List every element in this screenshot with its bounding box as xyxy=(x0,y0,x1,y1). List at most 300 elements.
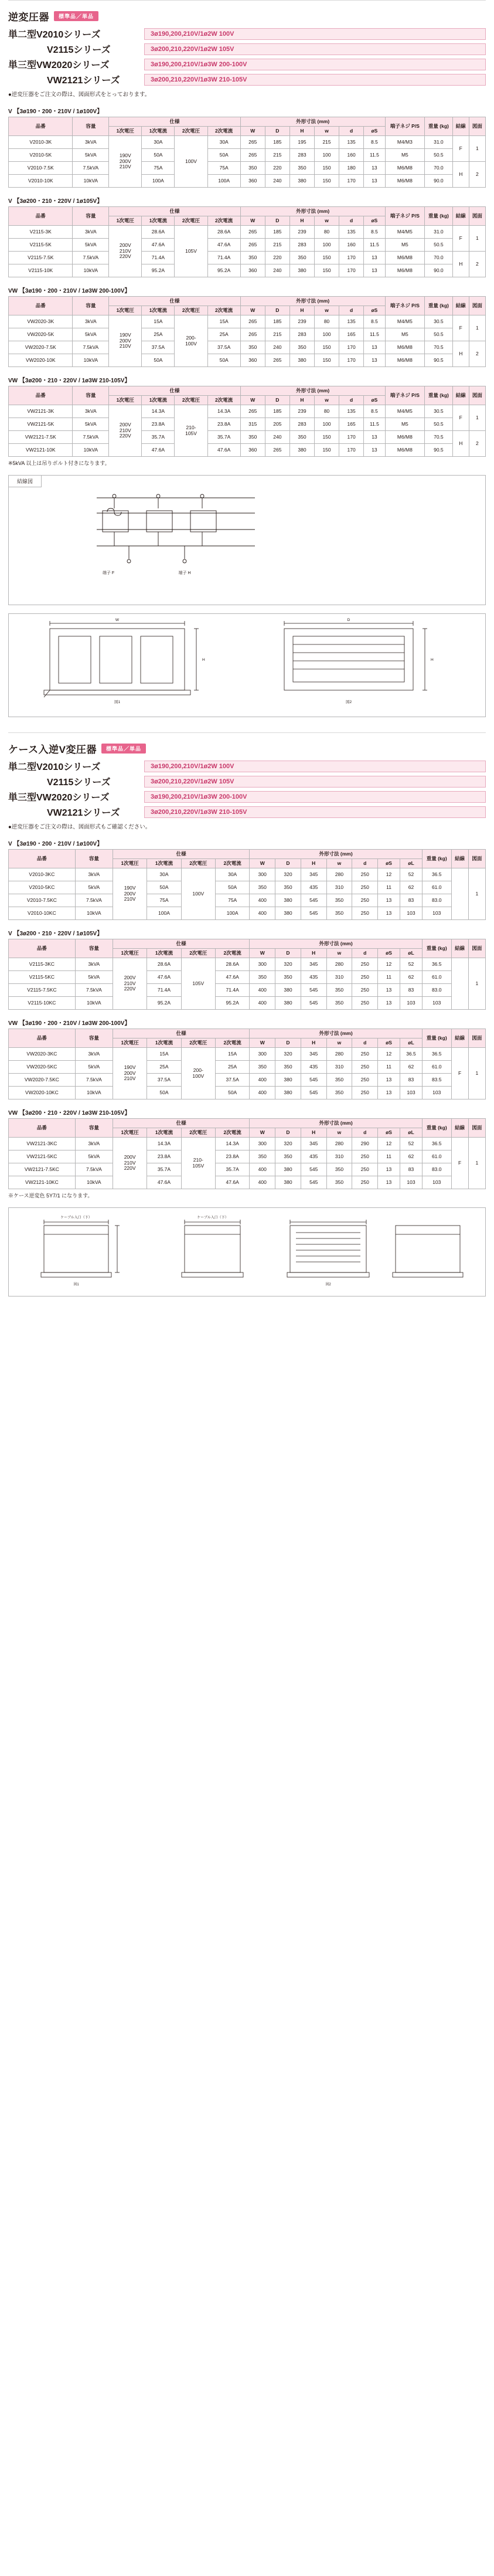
cell-model: V2115-3K xyxy=(9,226,73,239)
cell-model: VW2121-10K xyxy=(9,444,73,457)
cell-weight: 83.0 xyxy=(422,894,451,907)
cell-H: 283 xyxy=(289,239,314,252)
cell-oS: 13 xyxy=(378,984,400,997)
cell-D: 380 xyxy=(275,1176,301,1189)
cell-W: 265 xyxy=(240,136,265,149)
table-caption: V 【3ø190・200・210V / 1ø100V】 xyxy=(8,841,103,847)
cell-weight: 31.0 xyxy=(425,136,453,149)
cell-oS: 11.5 xyxy=(364,149,385,162)
cell-weight: 61.0 xyxy=(422,971,451,984)
col-terminal-screw: 端子ネジ P/S xyxy=(385,386,424,405)
cell-D: 185 xyxy=(265,136,289,149)
cell-a1: 47.6A xyxy=(147,971,181,984)
cell-a1: 71.4A xyxy=(147,984,181,997)
cell-D: 350 xyxy=(275,971,301,984)
cell-D: 380 xyxy=(275,1087,301,1099)
cell-W: 400 xyxy=(250,1163,275,1176)
table-row xyxy=(9,1138,486,1150)
cell-a2: 35.7A xyxy=(215,1163,249,1176)
col-v2: 2次電圧 xyxy=(175,127,207,136)
col-a2: 2次電流 xyxy=(215,949,249,958)
col-w: w xyxy=(326,1128,352,1138)
case-outline-body xyxy=(9,1208,485,1296)
cell-bolt: M4/M5 xyxy=(385,226,424,239)
col-d: d xyxy=(352,859,378,868)
table-row xyxy=(9,444,486,457)
cell-v2: 100V xyxy=(181,868,215,920)
cell-a2: 35.7A xyxy=(207,431,240,444)
cell-a2: 75A xyxy=(215,894,249,907)
cell-D: 240 xyxy=(265,175,289,188)
cell-W: 400 xyxy=(250,1087,275,1099)
cell-capacity: 7.5kVA xyxy=(73,431,109,444)
cell-connection: F xyxy=(452,136,469,162)
section2-header xyxy=(8,741,486,756)
cell-a2: 47.6A xyxy=(215,971,249,984)
cell-a2: 95.2A xyxy=(215,997,249,1010)
cell-D: 380 xyxy=(275,1074,301,1087)
cell-w: 280 xyxy=(326,958,352,971)
cell-figure: 2 xyxy=(469,341,485,367)
cell-H: 545 xyxy=(301,997,326,1010)
cell-a2: 50A xyxy=(215,881,249,894)
cell-capacity: 3kVA xyxy=(75,1138,113,1150)
cell-oS: 13 xyxy=(364,252,385,264)
cell-bolt: M6/M8 xyxy=(385,264,424,277)
cell-oS: 13 xyxy=(378,1074,400,1087)
cell-capacity: 10kVA xyxy=(73,354,109,367)
cell-a2: 75A xyxy=(207,162,240,175)
cell-oL: 103 xyxy=(400,1176,423,1189)
cell-oL: 52 xyxy=(400,958,423,971)
cell-a1: 100A xyxy=(147,907,181,920)
cell-a1: 71.4A xyxy=(142,252,175,264)
top-divider xyxy=(8,0,486,1)
series-name: VW2121シリーズ xyxy=(47,808,120,818)
cell-capacity: 7.5kVA xyxy=(73,252,109,264)
col-weight: 重量 (kg) xyxy=(425,297,453,315)
order-note: ●逆変圧器をご注文の際は、図面形式もご確認ください。 xyxy=(8,824,151,830)
cell-weight: 83.5 xyxy=(422,1074,451,1087)
table-row xyxy=(9,907,486,920)
table-row xyxy=(9,175,486,188)
cell-capacity: 5kVA xyxy=(75,1061,113,1074)
cell-figure: 2 xyxy=(469,162,485,188)
series-spec: 3ø200,210,220V/1ø2W 105V xyxy=(144,43,486,55)
col-a2: 2次電流 xyxy=(207,216,240,226)
col-figure: 図面 xyxy=(468,1119,485,1138)
cell-capacity: 3kVA xyxy=(73,405,109,418)
cell-w: 280 xyxy=(326,868,352,881)
cell-d: 165 xyxy=(339,418,364,431)
cell-v2: 210- 105V xyxy=(175,405,207,457)
cell-H: 350 xyxy=(289,431,314,444)
cell-weight: 50.5 xyxy=(425,418,453,431)
col-oL: øL xyxy=(400,1038,423,1048)
cell-a1: 15A xyxy=(147,1048,181,1061)
cell-oS: 13 xyxy=(364,162,385,175)
cell-a1: 35.7A xyxy=(142,431,175,444)
col-dim-group: 外形寸法 (mm) xyxy=(250,1119,423,1128)
col-model: 品番 xyxy=(9,386,73,405)
cell-oS: 13 xyxy=(378,894,400,907)
col-weight: 重量 (kg) xyxy=(422,939,451,958)
cell-a1: 47.6A xyxy=(142,444,175,457)
col-connection: 結線 xyxy=(451,1029,468,1048)
cell-a1: 37.5A xyxy=(147,1074,181,1087)
cell-W: 350 xyxy=(250,1061,275,1074)
cell-H: 435 xyxy=(301,1061,326,1074)
cell-oL: 52 xyxy=(400,868,423,881)
series-list xyxy=(8,759,486,819)
col-oS: øS xyxy=(364,127,385,136)
cell-W: 300 xyxy=(250,1048,275,1061)
cell-model: VW2020-3K xyxy=(9,315,73,328)
col-capacity: 容量 xyxy=(73,297,109,315)
col-capacity: 容量 xyxy=(73,117,109,136)
series-row xyxy=(8,805,486,819)
cell-D: 215 xyxy=(265,328,289,341)
cell-oS: 13 xyxy=(364,354,385,367)
cell-D: 350 xyxy=(275,1061,301,1074)
svg-text:端子 F: 端子 F xyxy=(102,571,115,575)
table-row xyxy=(9,1150,486,1163)
cell-a2: 15A xyxy=(215,1048,249,1061)
cell-capacity: 3kVA xyxy=(75,958,113,971)
cell-a1: 30A xyxy=(142,136,175,149)
cell-figure: 1 xyxy=(468,1138,485,1189)
col-spec-group: 仕様 xyxy=(109,297,241,306)
col-connection: 結線 xyxy=(451,939,468,958)
table-row xyxy=(9,1061,486,1074)
svg-text:H: H xyxy=(202,658,205,662)
series-name: 単二型V2010シリーズ xyxy=(8,30,101,40)
table-row xyxy=(9,162,486,175)
table-row xyxy=(9,1087,486,1099)
col-model: 品番 xyxy=(9,850,76,868)
col-terminal-screw: 端子ネジ P/S xyxy=(385,117,424,136)
cell-a2: 50A xyxy=(215,1087,249,1099)
col-v2: 2次電圧 xyxy=(181,949,215,958)
spec-table-case-vw2020 xyxy=(8,1029,486,1099)
table-row xyxy=(9,252,486,264)
cell-model: V2010-7.5KC xyxy=(9,894,76,907)
cell-w: 350 xyxy=(326,907,352,920)
cell-capacity: 5kVA xyxy=(73,418,109,431)
cell-H: 283 xyxy=(289,418,314,431)
cell-W: 400 xyxy=(250,894,275,907)
table-row xyxy=(9,315,486,328)
cell-weight: 90.0 xyxy=(425,175,453,188)
cell-v1: 200V 210V 220V xyxy=(109,226,142,277)
cell-connection: F xyxy=(452,226,469,252)
cell-oS: 11 xyxy=(378,881,400,894)
cell-W: 400 xyxy=(250,907,275,920)
cell-oS: 13 xyxy=(378,907,400,920)
cell-bolt: M5 xyxy=(385,328,424,341)
table-row xyxy=(9,868,486,881)
cell-w: 150 xyxy=(315,252,339,264)
cell-D: 380 xyxy=(275,997,301,1010)
cell-W: 350 xyxy=(240,341,265,354)
cell-model: V2115-10KC xyxy=(9,997,76,1010)
cell-D: 380 xyxy=(275,907,301,920)
series-row xyxy=(8,27,486,40)
cell-w: 150 xyxy=(315,175,339,188)
col-oS: øS xyxy=(378,1038,400,1048)
cell-a2: 50A xyxy=(207,149,240,162)
col-D: D xyxy=(265,127,289,136)
col-figure: 図面 xyxy=(468,850,485,868)
table-row xyxy=(9,997,486,1010)
cell-d: 160 xyxy=(339,239,364,252)
cell-w: 350 xyxy=(326,1176,352,1189)
series-row xyxy=(8,57,486,71)
cell-H: 545 xyxy=(301,1074,326,1087)
cell-d: 250 xyxy=(352,971,378,984)
col-connection: 結線 xyxy=(451,1119,468,1138)
series-spec: 3ø190,200,210V/1ø2W 100V xyxy=(144,28,486,40)
table-row xyxy=(9,958,486,971)
cell-w: 150 xyxy=(315,264,339,277)
cell-H: 345 xyxy=(301,868,326,881)
cell-H: 345 xyxy=(301,1048,326,1061)
cell-bolt: M5 xyxy=(385,149,424,162)
cell-W: 265 xyxy=(240,226,265,239)
cell-figure: 2 xyxy=(469,431,485,457)
col-spec-group: 仕様 xyxy=(113,850,249,859)
cell-v1: 190V 200V 210V xyxy=(109,315,142,367)
section2-divider xyxy=(8,732,486,733)
cell-model: VW2020-5K xyxy=(9,328,73,341)
cell-d: 250 xyxy=(352,894,378,907)
cell-weight: 50.5 xyxy=(425,328,453,341)
wiring-diagram-panel xyxy=(8,475,486,605)
cell-D: 215 xyxy=(265,149,289,162)
cell-W: 350 xyxy=(250,881,275,894)
cell-weight: 50.5 xyxy=(425,239,453,252)
cell-a1: 50A xyxy=(142,149,175,162)
cell-bolt: M5 xyxy=(385,239,424,252)
col-capacity: 容量 xyxy=(75,1029,113,1048)
col-v1: 1次電圧 xyxy=(109,216,142,226)
cell-bolt: M4/M3 xyxy=(385,136,424,149)
cell-W: 265 xyxy=(240,315,265,328)
cell-model: VW2020-5KC xyxy=(9,1061,76,1074)
col-oL: øL xyxy=(400,1128,423,1138)
svg-text:端子 H: 端子 H xyxy=(178,571,191,575)
cell-w: 310 xyxy=(326,1150,352,1163)
cell-d: 250 xyxy=(352,958,378,971)
cell-H: 545 xyxy=(301,907,326,920)
cell-a2: 23.8A xyxy=(207,418,240,431)
cell-W: 350 xyxy=(250,971,275,984)
cell-a2: 30A xyxy=(207,136,240,149)
series-row xyxy=(8,73,486,86)
col-W: W xyxy=(250,859,275,868)
col-W: W xyxy=(240,306,265,315)
spec-table-v2115 xyxy=(8,206,486,277)
col-a1: 1次電流 xyxy=(142,306,175,315)
cell-oL: 83 xyxy=(400,984,423,997)
cell-D: 380 xyxy=(275,894,301,907)
cell-capacity: 5kVA xyxy=(75,1150,113,1163)
cell-a1: 75A xyxy=(147,894,181,907)
col-dim-group: 外形寸法 (mm) xyxy=(250,850,423,859)
cell-model: VW2121-5K xyxy=(9,418,73,431)
col-connection: 結線 xyxy=(451,850,468,868)
cell-w: 350 xyxy=(326,984,352,997)
cell-v2: 105V xyxy=(175,226,207,277)
col-capacity: 容量 xyxy=(73,207,109,226)
cell-oS: 8.5 xyxy=(364,405,385,418)
cell-W: 350 xyxy=(240,162,265,175)
series-row xyxy=(8,775,486,788)
cell-connection xyxy=(451,958,468,1010)
col-weight: 重量 (kg) xyxy=(425,117,453,136)
col-d: d xyxy=(352,1038,378,1048)
cell-W: 265 xyxy=(240,328,265,341)
cell-oS: 13 xyxy=(378,1163,400,1176)
cell-a1: 23.8A xyxy=(147,1150,181,1163)
col-H: H xyxy=(289,216,314,226)
cell-w: 350 xyxy=(326,1087,352,1099)
cell-D: 320 xyxy=(275,868,301,881)
col-capacity: 容量 xyxy=(75,850,113,868)
cell-capacity: 7.5kVA xyxy=(75,894,113,907)
cell-figure: 1 xyxy=(469,405,485,431)
cell-D: 185 xyxy=(265,226,289,239)
col-H: H xyxy=(289,396,314,405)
cell-H: 345 xyxy=(301,1138,326,1150)
cell-a2: 28.6A xyxy=(215,958,249,971)
cell-d: 135 xyxy=(339,136,364,149)
section-title: ケース入逆V変圧器 xyxy=(8,744,97,755)
cell-model: V2010-3K xyxy=(9,136,73,149)
cell-v2: 200- 100V xyxy=(181,1048,215,1099)
cell-oL: 62 xyxy=(400,881,423,894)
col-v2: 2次電圧 xyxy=(175,306,207,315)
col-W: W xyxy=(250,1128,275,1138)
cell-D: 185 xyxy=(265,405,289,418)
cell-d: 250 xyxy=(352,1163,378,1176)
cell-w: 80 xyxy=(315,315,339,328)
series-name: 単三型VW2020シリーズ xyxy=(8,60,110,70)
cell-model: V2115-5K xyxy=(9,239,73,252)
cell-oL: 83 xyxy=(400,894,423,907)
cell-v2: 210- 105V xyxy=(181,1138,215,1189)
cell-H: 545 xyxy=(301,1163,326,1176)
cell-D: 240 xyxy=(265,431,289,444)
cell-W: 265 xyxy=(240,405,265,418)
cell-a1: 100A xyxy=(142,175,175,188)
section-case-inverse-transformer xyxy=(8,732,486,1297)
col-a2: 2次電流 xyxy=(215,859,249,868)
col-spec-group: 仕様 xyxy=(113,1029,249,1038)
cell-capacity: 10kVA xyxy=(75,997,113,1010)
cell-bolt: M6/M8 xyxy=(385,431,424,444)
cell-w: 350 xyxy=(326,894,352,907)
cell-oS: 11 xyxy=(378,971,400,984)
cell-v1: 190V 200V 210V xyxy=(109,136,142,188)
cell-w: 350 xyxy=(326,1074,352,1087)
cell-w: 150 xyxy=(315,431,339,444)
col-dim-group: 外形寸法 (mm) xyxy=(250,939,423,949)
col-model: 品番 xyxy=(9,117,73,136)
cell-w: 150 xyxy=(315,444,339,457)
cell-D: 220 xyxy=(265,162,289,175)
cell-d: 250 xyxy=(352,1176,378,1189)
cell-model: V2115-10K xyxy=(9,264,73,277)
col-D: D xyxy=(265,396,289,405)
cell-D: 205 xyxy=(265,418,289,431)
cell-capacity: 3kVA xyxy=(73,226,109,239)
cell-a1: 50A xyxy=(142,354,175,367)
col-spec-group: 仕様 xyxy=(109,386,241,396)
cell-d: 250 xyxy=(352,868,378,881)
cell-w: 100 xyxy=(315,149,339,162)
wiring-diagram-label: 結線図 xyxy=(9,476,42,487)
table-row xyxy=(9,431,486,444)
cell-oS: 8.5 xyxy=(364,226,385,239)
svg-text:図2: 図2 xyxy=(345,700,352,704)
cell-a1: 30A xyxy=(147,868,181,881)
cell-bolt: M6/M8 xyxy=(385,175,424,188)
cell-w: 80 xyxy=(315,405,339,418)
cell-H: 283 xyxy=(289,328,314,341)
cell-oS: 11 xyxy=(378,1150,400,1163)
table-row xyxy=(9,894,486,907)
cell-oL: 62 xyxy=(400,1150,423,1163)
series-name: V2115シリーズ xyxy=(47,778,111,788)
cell-D: 380 xyxy=(275,984,301,997)
cell-W: 265 xyxy=(240,239,265,252)
cell-model: VW2121-3K xyxy=(9,405,73,418)
cell-model: V2010-5K xyxy=(9,149,73,162)
cell-a2: 25A xyxy=(207,328,240,341)
col-v1: 1次電圧 xyxy=(109,127,142,136)
col-a1: 1次電流 xyxy=(147,1128,181,1138)
cell-a1: 15A xyxy=(142,315,175,328)
col-H: H xyxy=(301,1128,326,1138)
cell-D: 240 xyxy=(265,341,289,354)
cell-v2: 105V xyxy=(181,958,215,1010)
cell-w: 150 xyxy=(315,354,339,367)
col-a2: 2次電流 xyxy=(207,306,240,315)
cell-H: 380 xyxy=(289,264,314,277)
cell-connection: F xyxy=(452,405,469,431)
cell-v2: 100V xyxy=(175,136,207,188)
cell-capacity: 3kVA xyxy=(73,136,109,149)
wiring-diagram-body xyxy=(9,487,485,605)
col-d: d xyxy=(352,949,378,958)
cell-d: 250 xyxy=(352,1150,378,1163)
cell-a1: 23.8A xyxy=(142,418,175,431)
cell-oS: 13 xyxy=(364,341,385,354)
cell-a2: 37.5A xyxy=(215,1074,249,1087)
cell-a2: 71.4A xyxy=(215,984,249,997)
cell-figure: 1 xyxy=(469,226,485,252)
cell-model: VW2020-10K xyxy=(9,354,73,367)
col-a1: 1次電流 xyxy=(142,216,175,226)
cell-model: VW2121-5KC xyxy=(9,1150,76,1163)
col-oS: øS xyxy=(364,396,385,405)
col-dim-group: 外形寸法 (mm) xyxy=(250,1029,423,1038)
cell-d: 250 xyxy=(352,1048,378,1061)
table-caption: V 【3ø200・210・220V / 1ø105V】 xyxy=(8,931,103,937)
cell-W: 360 xyxy=(240,264,265,277)
cell-a2: 14.3A xyxy=(207,405,240,418)
